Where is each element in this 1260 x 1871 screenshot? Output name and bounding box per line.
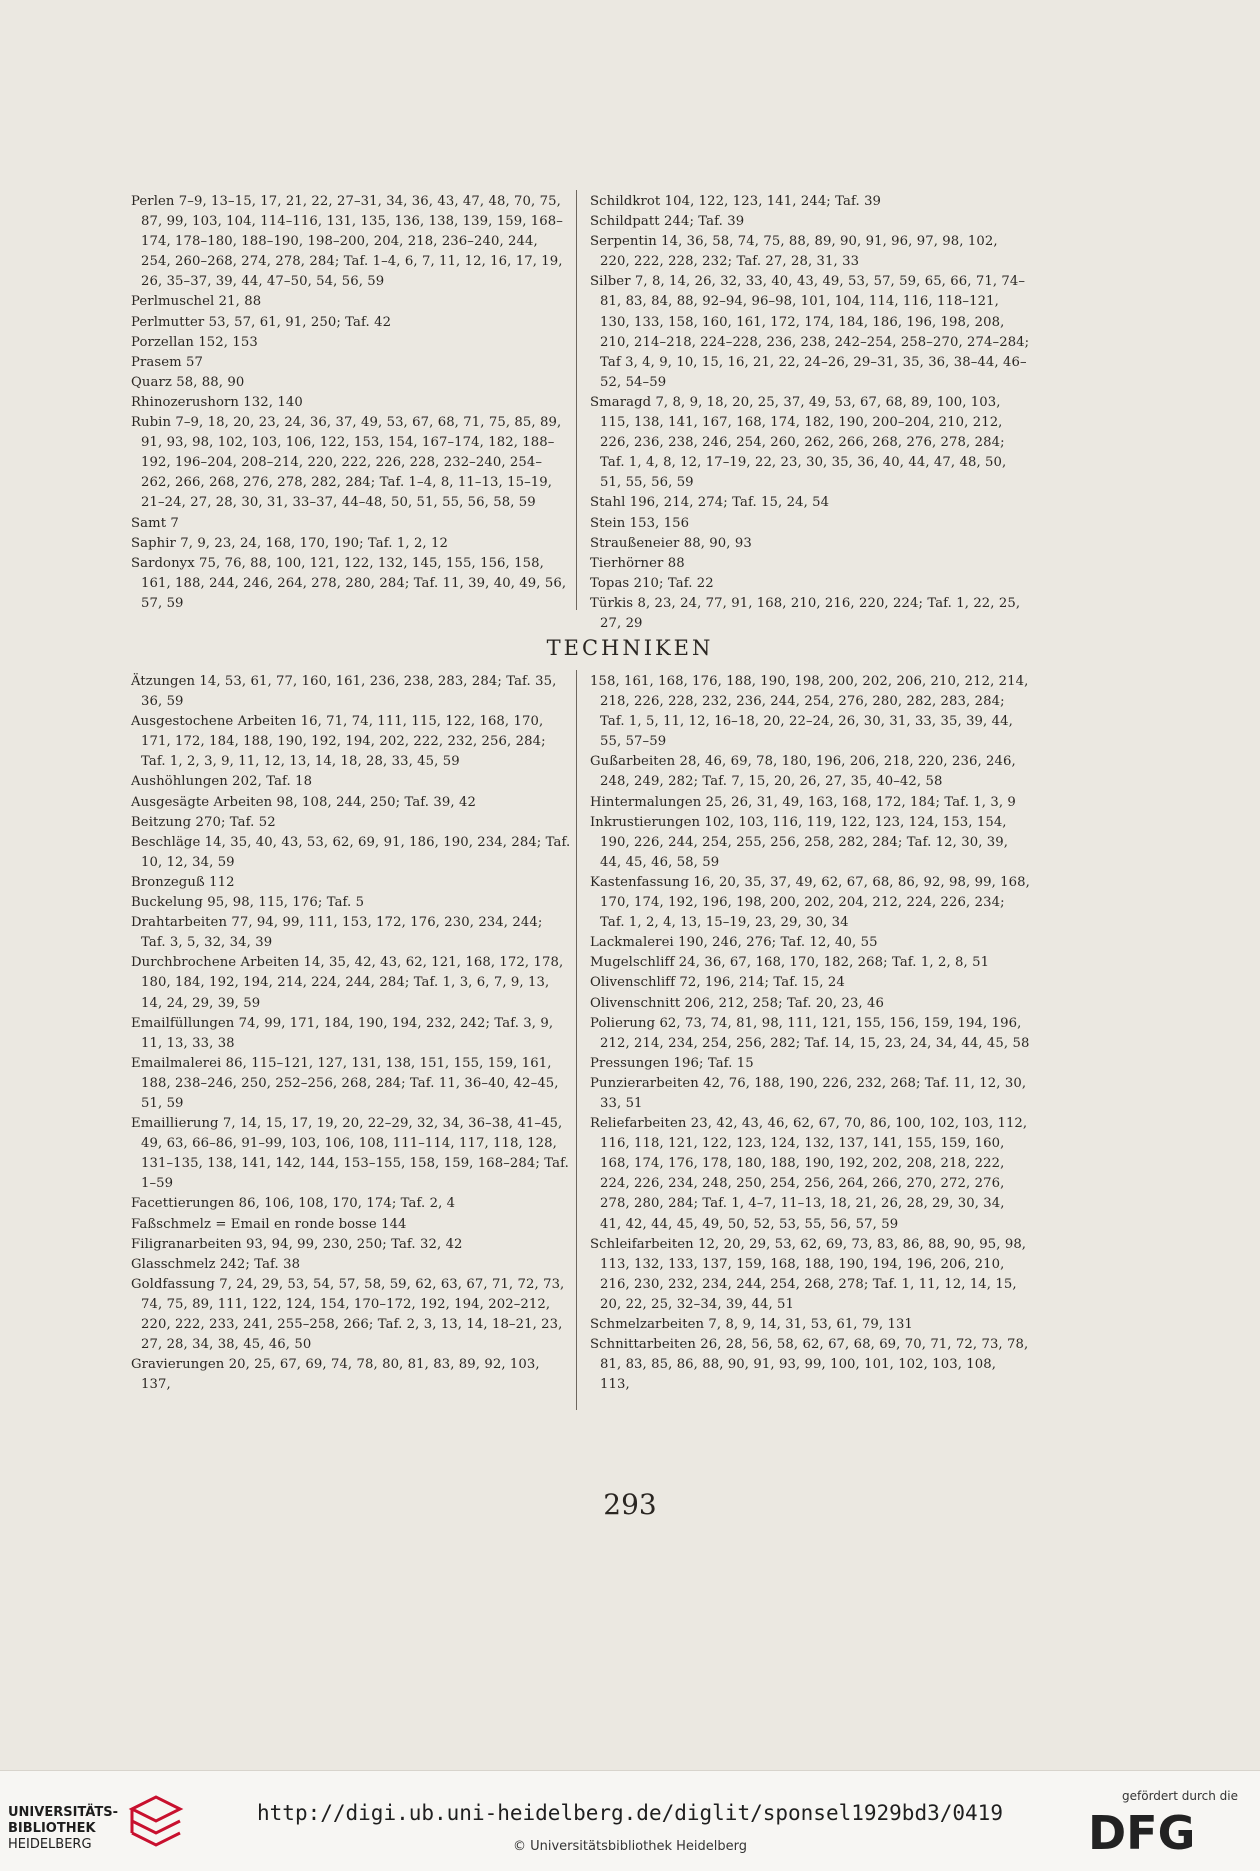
index-entry: Hintermalungen 25, 26, 31, 49, 163, 168, 172, 184; Taf. 1, 3, 9 bbox=[590, 794, 1016, 810]
library-name-line: UNIVERSITÄTS- bbox=[8, 1805, 118, 1820]
index-entry: Ausgesägte Arbeiten 98, 108, 244, 250; Taf. 39, 42 bbox=[131, 794, 476, 810]
index-entry: Straußeneier 88, 90, 93 bbox=[590, 535, 752, 551]
index-entry: Kastenfassung 16, 20, 35, 37, 49, 62, 67, 68, 86, 92, 98, 99, 168, 170, 174, 192, 196, 198, 200, 202, 204, 212, 224, 226, 234; Taf. 1, 2, 4, 13, 15–19, 23, 29, 30, 34 bbox=[590, 874, 1030, 931]
index-entry: Olivenschliff 72, 196, 214; Taf. 15, 24 bbox=[590, 975, 845, 991]
index-entry: Prasem 57 bbox=[131, 354, 203, 370]
index-entry: Schildkrot 104, 122, 123, 141, 244; Taf. 39 bbox=[590, 194, 882, 209]
index-entry: Goldfassung 7, 24, 29, 53, 54, 57, 58, 59, 62, 63, 67, 71, 72, 73, 74, 75, 89, 111, 122, 124, 154, 170–172, 192, 194, 202–212, 220, 222, 233, 241, 255–258, 266; Taf. 2, 3, 13, 14, 18–21, 23, 27, 28, 34, 38, 45, 46, 50 bbox=[131, 1276, 565, 1353]
index-entry: Gußarbeiten 28, 46, 69, 78, 180, 196, 206, 218, 220, 236, 246, 248, 249, 282; Taf. 7, 15, 20, 26, 27, 35, 40–42, 58 bbox=[590, 754, 1016, 790]
index-entry: Polierung 62, 73, 74, 81, 98, 111, 121, 155, 156, 159, 194, 196, 212, 214, 234, 254, 256, 282; Taf. 14, 15, 23, 24, 34, 44, 45, 58 bbox=[590, 1015, 1030, 1051]
library-name-line: HEIDELBERG bbox=[8, 1837, 92, 1852]
index-entry: Glasschmelz 242; Taf. 38 bbox=[131, 1256, 301, 1272]
index-entry: Porzellan 152, 153 bbox=[131, 334, 258, 350]
index-entry: Aushöhlungen 202, Taf. 18 bbox=[131, 774, 313, 790]
section-title: TECHNIKEN bbox=[546, 636, 714, 660]
index-entry: Facettierungen 86, 106, 108, 170, 174; Taf. 2, 4 bbox=[131, 1196, 456, 1212]
index-entry: 158, 161, 168, 176, 188, 190, 198, 200, 202, 206, 210, 212, 214, 218, 226, 228, 232, 236, 244, 254, 276, 280, 282, 283, 284; Taf. 1, 5, 11, 12, 16–18, 20, 22–24, 26, 30, 31, 33, 35, 39, 44, 55, 57–59 bbox=[590, 674, 1029, 750]
index-entry: Buckelung 95, 98, 115, 176; Taf. 5 bbox=[131, 895, 365, 911]
index-entry: Schleifarbeiten 12, 20, 29, 53, 62, 69, 73, 83, 86, 88, 90, 95, 98, 113, 132, 133, 137, 159, 168, 188, 190, 194, 196, 206, 210, 216, 230, 232, 234, 244, 254, 268, 278; Taf. 1, 11, 12, 14, 15, 20, 22, 25, 32–34, 39, 44, 51 bbox=[590, 1236, 1027, 1312]
dfg-logo-text: DFG bbox=[1088, 1807, 1196, 1855]
index-entry: Türkis 8, 23, 24, 77, 91, 168, 210, 216, 220, 224; Taf. 1, 22, 25, 27, 29 bbox=[590, 595, 1021, 631]
index-entry: Emaillierung 7, 14, 15, 17, 19, 20, 22–29, 32, 34, 36–38, 41–45, 49, 63, 66–86, 91–99, 103, 106, 108, 111–114, 117, 118, 128, 131–135, 138, 141, 142, 144, 153–155, 158, 159, 168–284; Taf. 1–59 bbox=[131, 1116, 569, 1192]
index-entry: Rhinozerushorn 132, 140 bbox=[131, 394, 303, 410]
index-entry: Bronzeguß 112 bbox=[131, 874, 235, 890]
index-entry: Drahtarbeiten 77, 94, 99, 111, 153, 172, 176, 230, 234, 244; Taf. 3, 5, 32, 34, 39 bbox=[131, 915, 543, 951]
index-entry: Beschläge 14, 35, 40, 43, 53, 62, 69, 91, 186, 190, 234, 284; Taf. 10, 12, 34, 59 bbox=[131, 834, 571, 870]
index-entry: Filigranarbeiten 93, 94, 99, 230, 250; Taf. 32, 42 bbox=[131, 1236, 463, 1252]
index-entry: Lackmalerei 190, 246, 276; Taf. 12, 40, 55 bbox=[590, 935, 878, 951]
funding-label: gefördert durch die bbox=[1122, 1789, 1238, 1803]
index-entry: Pressungen 196; Taf. 15 bbox=[590, 1055, 754, 1071]
index-entry: Stahl 196, 214, 274; Taf. 15, 24, 54 bbox=[590, 495, 830, 511]
page-number: 293 bbox=[603, 1488, 657, 1521]
index-entry: Emailfüllungen 74, 99, 171, 184, 190, 194, 232, 242; Taf. 3, 9, 11, 13, 33, 38 bbox=[131, 1015, 554, 1051]
index-entry: Samt 7 bbox=[131, 515, 179, 531]
index-entry: Tierhörner 88 bbox=[590, 555, 685, 571]
index-entry: Perlmuschel 21, 88 bbox=[131, 294, 262, 310]
index-entry: Ausgestochene Arbeiten 16, 71, 74, 111, 115, 122, 168, 170, 171, 172, 184, 188, 190, 192, 194, 202, 222, 232, 256, 284; Taf. 1, 2, 3, 9, 11, 12, 13, 14, 18, 28, 33, 45, 59 bbox=[131, 714, 546, 770]
column-divider bbox=[576, 670, 577, 1410]
index-entry: Beitzung 270; Taf. 52 bbox=[131, 814, 276, 830]
index-entry: Silber 7, 8, 14, 26, 32, 33, 40, 43, 49, 53, 57, 59, 65, 66, 71, 74–81, 83, 84, 88, 92–94, 96–98, 101, 104, 114, 116, 118–121, 130, 133, 158, 160, 161, 172, 174, 184, 186, 196, 198, 208, 210, 214–218, 224–228, 236, 238, 242–254, 258–270, 274–284; Taf 3, 4, 9, 10, 15, 16, 21, 22, 24–26, 29–31, 35, 36, 38–44, 46–52, 54–59 bbox=[590, 274, 1030, 390]
index-entry: Gravierungen 20, 25, 67, 69, 74, 78, 80, 81, 83, 89, 92, 103, 137, bbox=[131, 1357, 540, 1393]
index-entry: Perlen 7–9, 13–15, 17, 21, 22, 27–31, 34, 36, 43, 47, 48, 70, 75, 87, 99, 103, 104, 114–116, 131, 135, 136, 138, 139, 159, 168–174, 178–180, 188–190, 198–200, 204, 218, 236–240, 244, 254, 260–268, 274, 278, 284; Taf. 1–4, 6, 7, 11, 12, 16, 17, 19, 26, 35–37, 39, 44, 47–50, 54, 56, 59 bbox=[131, 194, 563, 290]
copyright-notice: © Universitätsbibliothek Heidelberg bbox=[512, 1839, 747, 1854]
index-entry: Punzierarbeiten 42, 76, 188, 190, 226, 232, 268; Taf. 11, 12, 30, 33, 51 bbox=[590, 1075, 1027, 1111]
index-entry: Smaragd 7, 8, 9, 18, 20, 25, 37, 49, 53, 67, 68, 89, 100, 103, 115, 138, 141, 167, 168, 174, 182, 190, 200–204, 210, 212, 226, 236, 238, 246, 254, 260, 262, 266, 268, 276, 278, 284; Taf. 1, 4, 8, 12, 17–19, 22, 23, 30, 35, 36, 40, 44, 47, 48, 50, 51, 55, 56, 59 bbox=[590, 394, 1007, 491]
index-entry: Quarz 58, 88, 90 bbox=[131, 374, 245, 390]
index-entry: Stein 153, 156 bbox=[590, 515, 690, 531]
index-entry: Mugelschliff 24, 36, 67, 168, 170, 182, 268; Taf. 1, 2, 8, 51 bbox=[590, 955, 990, 971]
index-entry: Rubin 7–9, 18, 20, 23, 24, 36, 37, 49, 53, 67, 68, 71, 75, 85, 89, 91, 93, 98, 102, 103, 106, 122, 153, 154, 167–174, 182, 188–192, 196–204, 208–214, 220, 222, 226, 228, 232–240, 254–262, 266, 268, 276, 278, 282, 284; Taf. 1–4, 8, 11–13, 15–19, 21–24, 27, 28, 30, 31, 33–37, 44–48, 50, 51, 55, 56, 58, 59 bbox=[131, 415, 562, 511]
permalink-url[interactable]: http://digi.ub.uni-heidelberg.de/diglit/sponsel1929bd3/0419 bbox=[257, 1801, 1003, 1825]
index-entry: Inkrustierungen 102, 103, 116, 119, 122, 123, 124, 153, 154, 190, 226, 244, 254, 255, 256, 258, 282, 284; Taf. 12, 30, 39, 44, 45, 46, 58, 59 bbox=[590, 814, 1009, 870]
viewer-footer bbox=[0, 1770, 1260, 1871]
dfg-logo-icon bbox=[1088, 1807, 1238, 1855]
column-divider bbox=[576, 190, 577, 610]
index-entry: Schildpatt 244; Taf. 39 bbox=[590, 214, 745, 230]
index-entry: Faßschmelz = Email en ronde bosse 144 bbox=[131, 1216, 407, 1232]
index-entry: Schnittarbeiten 26, 28, 56, 58, 62, 67, 68, 69, 70, 71, 72, 73, 78, 81, 83, 85, 86, 88, 90, 91, 93, 99, 100, 101, 102, 103, 108, 113, bbox=[590, 1337, 1029, 1393]
index-entry: Perlmutter 53, 57, 61, 91, 250; Taf. 42 bbox=[131, 314, 392, 330]
techniques-column-right bbox=[590, 672, 1030, 1395]
materials-column-right bbox=[590, 192, 1030, 634]
index-entry: Saphir 7, 9, 23, 24, 168, 170, 190; Taf. 1, 2, 12 bbox=[131, 535, 448, 551]
index-entry: Durchbrochene Arbeiten 14, 35, 42, 43, 62, 121, 168, 172, 178, 180, 184, 192, 194, 214, 224, 244, 284; Taf. 1, 3, 6, 7, 9, 13, 14, 24, 29, 39, 59 bbox=[131, 955, 564, 1011]
library-name-line: BIBLIOTHEK bbox=[8, 1821, 96, 1836]
materials-column-left bbox=[131, 192, 571, 614]
index-entry: Sardonyx 75, 76, 88, 100, 121, 122, 132, 145, 155, 156, 158, 161, 188, 244, 246, 264, 278, 280, 284; Taf. 11, 39, 40, 49, 56, 57, 59 bbox=[131, 555, 567, 611]
techniques-column-left bbox=[131, 672, 571, 1395]
index-entry: Olivenschnitt 206, 212, 258; Taf. 20, 23, 46 bbox=[590, 995, 884, 1011]
index-entry: Emailmalerei 86, 115–121, 127, 131, 138, 151, 155, 159, 161, 188, 238–246, 250, 252–256, 268, 284; Taf. 11, 36–40, 42–45, 51, 59 bbox=[131, 1055, 559, 1111]
index-entry: Serpentin 14, 36, 58, 74, 75, 88, 89, 90, 91, 96, 97, 98, 102, 220, 222, 228, 232; Taf. 27, 28, 31, 33 bbox=[590, 234, 998, 270]
index-entry: Schmelzarbeiten 7, 8, 9, 14, 31, 53, 61, 79, 131 bbox=[590, 1317, 913, 1332]
index-entry: Ätzungen 14, 53, 61, 77, 160, 161, 236, 238, 283, 284; Taf. 35, 36, 59 bbox=[131, 674, 557, 710]
index-entry: Reliefarbeiten 23, 42, 43, 46, 62, 67, 70, 86, 100, 102, 103, 112, 116, 118, 121, 122, 123, 124, 132, 137, 141, 155, 159, 160, 168, 174, 176, 178, 180, 188, 190, 192, 202, 208, 218, 222, 224, 226, 234, 248, 250, 254, 256, 264, 266, 270, 272, 276, 278, 280, 284; Taf. 1, 4–7, 11–13, 18, 21, 26, 28, 29, 30, 34, 41, 42, 44, 45, 49, 50, 52, 53, 55, 56, 57, 59 bbox=[590, 1116, 1028, 1232]
index-entry: Topas 210; Taf. 22 bbox=[590, 575, 714, 591]
